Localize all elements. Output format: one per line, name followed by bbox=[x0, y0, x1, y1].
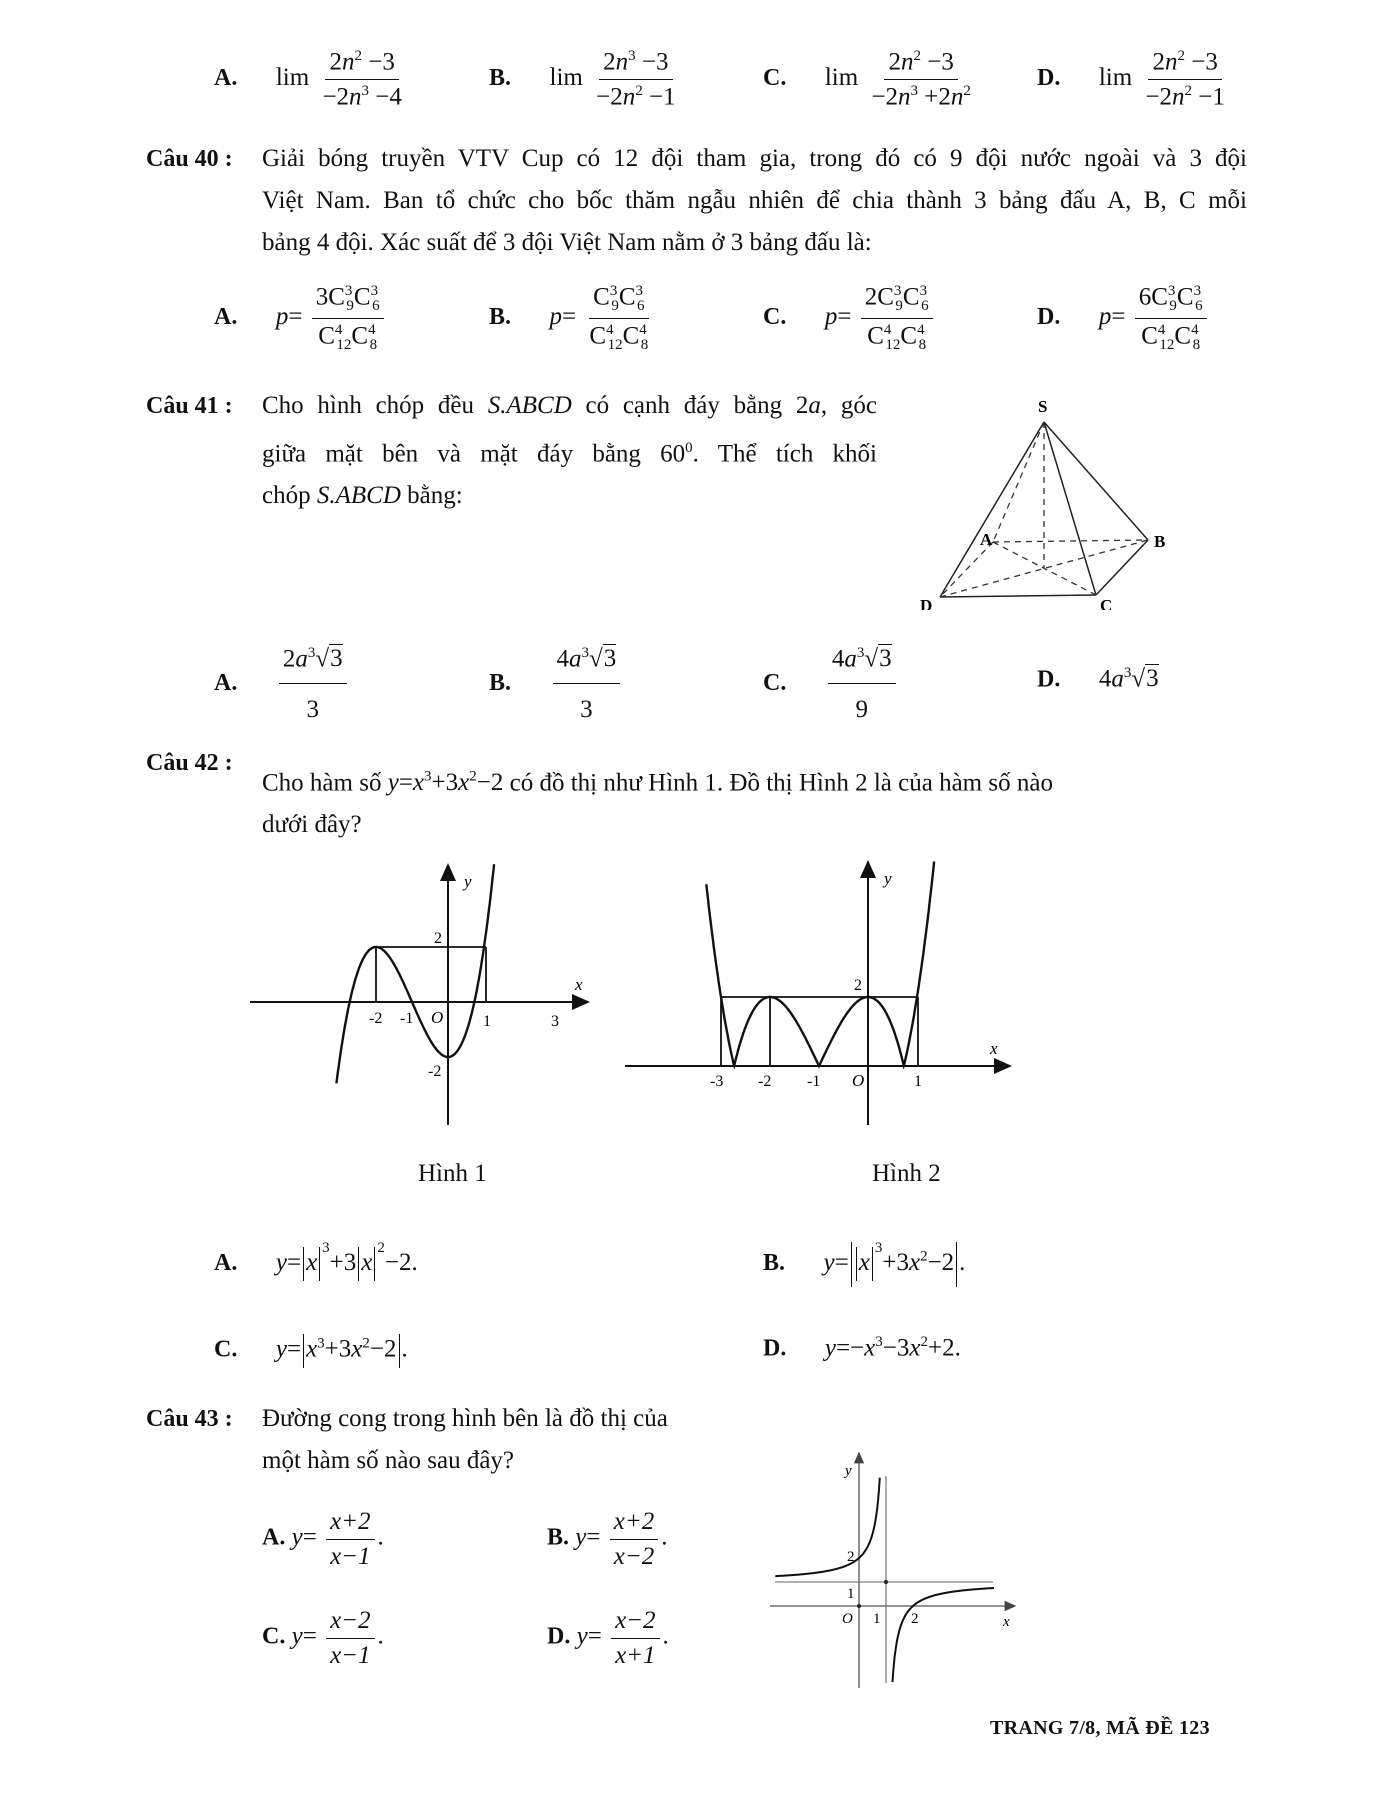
label-s: S bbox=[1038, 397, 1048, 416]
question-text: Giải bóng truyền VTV Cup có 12 đội tham gia, trong đó có 9 đội nước ngoài và 3 đội Việt Nam. Ban tổ chức cho bốc thăm ngẫu nhiên để chia thành 3 bảng đấu A, B, C mỗi bảng 4 đội. Xác suất để 3 đội Việt Nam nằm ở 3 bảng đấu là: bbox=[262, 145, 1247, 256]
fraction: $\frac{C^3_9C^3_6}{C^4_{12}C^4_8}$ bbox=[589, 283, 649, 354]
origin-point bbox=[857, 1604, 861, 1608]
edge-ab bbox=[993, 540, 1148, 542]
origin-label: O bbox=[852, 1071, 865, 1090]
edge-cb bbox=[1096, 540, 1148, 595]
question-label: Câu 43 : bbox=[146, 1406, 233, 1432]
option-letter: C. bbox=[763, 65, 787, 92]
q43-option-c[interactable]: C. y= $\frac{x-2}{x-1}$ . bbox=[262, 1607, 384, 1669]
q43-option-b[interactable]: B. y= $\frac{x+2}{x-2}$ . bbox=[547, 1508, 668, 1570]
option-letter: A. bbox=[214, 65, 238, 92]
edge-ad bbox=[940, 542, 993, 597]
q41-option-c[interactable]: C. $\frac{4a^3√3}{9}$ bbox=[763, 645, 899, 723]
tick-label: 1 bbox=[483, 1013, 491, 1030]
asymptote-intersection bbox=[884, 1580, 888, 1584]
edge-sd bbox=[940, 422, 1044, 597]
tick-label: -2 bbox=[428, 1063, 442, 1080]
edge-sa bbox=[993, 422, 1044, 542]
figure-2-graph bbox=[620, 860, 1020, 1130]
fraction: $\frac{2n^3 -3}{-2n^2 -1}$ bbox=[596, 48, 676, 111]
tick-label: 1 bbox=[914, 1073, 922, 1090]
q40-option-a[interactable]: A. p= $\frac{3C^3_9C^3_6}{C^4_{12}C^4_8}$ bbox=[214, 283, 387, 354]
label-d: D bbox=[920, 596, 933, 610]
abs-cubic-curve bbox=[706, 862, 934, 1067]
tick-label: 2 bbox=[434, 930, 442, 947]
page-footer: TRANG 7/8, MÃ ĐỀ 123 bbox=[990, 1717, 1210, 1739]
fraction: $\frac{x+2}{x-2}$ bbox=[610, 1508, 658, 1570]
question-label: Câu 41 : bbox=[146, 393, 233, 419]
fraction: $\frac{x+2}{x-1}$ bbox=[326, 1508, 374, 1570]
q40-option-c[interactable]: C. p= $\frac{2C^3_9C^3_6}{C^4_{12}C^4_8}$ bbox=[763, 283, 936, 354]
option-letter: D. bbox=[1037, 65, 1061, 92]
fraction: $\frac{2C^3_9C^3_6}{C^4_{12}C^4_8}$ bbox=[861, 283, 933, 354]
diag-ac bbox=[993, 542, 1096, 595]
tick-label: 2 bbox=[854, 977, 862, 994]
pyramid-figure bbox=[900, 385, 1180, 610]
edge-sb bbox=[1044, 422, 1148, 540]
figure-2-caption: Hình 2 bbox=[872, 1160, 941, 1187]
tick-label: -2 bbox=[369, 1010, 383, 1027]
fraction: $\frac{x-2}{x-1}$ bbox=[326, 1607, 374, 1669]
edge-sc bbox=[1044, 422, 1096, 595]
tick-label: 3 bbox=[551, 1013, 559, 1030]
origin-label: O bbox=[842, 1611, 853, 1627]
q39-option-c[interactable] bbox=[763, 48, 978, 111]
tick-label: -1 bbox=[807, 1073, 821, 1090]
fraction: $\frac{x-2}{x+1}$ bbox=[611, 1607, 659, 1669]
fraction: $\frac{6C^3_9C^3_6}{C^4_{12}C^4_8}$ bbox=[1135, 283, 1207, 354]
tick-label: 1 bbox=[873, 1611, 881, 1627]
figure-1-graph bbox=[245, 860, 595, 1130]
q41-option-d[interactable]: D. $4a^3√3$ bbox=[1037, 665, 1159, 693]
fraction: $\frac{2n^2 -3}{-2n^3 -4}$ bbox=[322, 48, 402, 111]
hyperbola-graph bbox=[765, 1448, 1020, 1688]
q40-option-b[interactable]: B. p= $\frac{C^3_9C^3_6}{C^4_{12}C^4_8}$ bbox=[489, 283, 655, 354]
q42-option-d[interactable]: D. $y=-x^3-3x^2+2$. bbox=[763, 1334, 961, 1362]
figure-1-caption: Hình 1 bbox=[418, 1160, 487, 1187]
q43-option-a[interactable]: A. y= $\frac{x+2}{x-1}$ . bbox=[262, 1508, 384, 1570]
option-letter: B. bbox=[489, 65, 512, 92]
q42-option-b[interactable]: B. $y= x^3+3x^2-2$ . bbox=[763, 1240, 965, 1287]
lim: lim bbox=[1098, 64, 1133, 92]
question-label: Câu 40 : bbox=[146, 146, 233, 172]
x-label: x bbox=[990, 1039, 998, 1058]
fraction: $\frac{4a^3√3}{3}$ bbox=[553, 645, 621, 723]
q39-option-b[interactable] bbox=[489, 48, 683, 111]
tick-label: 2 bbox=[847, 1549, 855, 1565]
lim: lim bbox=[549, 64, 583, 92]
cubic-curve bbox=[336, 864, 494, 1083]
x-label: x bbox=[1003, 1614, 1010, 1630]
hyperbola-left-branch bbox=[775, 1478, 880, 1576]
fraction: $\frac{2n^2 -3}{-2n^2 -1}$ bbox=[1145, 48, 1225, 111]
question-text: Cho hàm số $y=x^3+3x^2-2$ có đồ thị như Hình 1. Đồ thị Hình 2 là của hàm số nào dưới đây? bbox=[262, 769, 1053, 839]
y-label: y bbox=[884, 869, 892, 888]
tick-label: -1 bbox=[400, 1010, 414, 1027]
label-c: C bbox=[1100, 596, 1113, 610]
q42-option-a[interactable]: A. $y= x^3+3$ $x^2-2$. bbox=[214, 1240, 418, 1281]
tick-label: -2 bbox=[758, 1073, 772, 1090]
q39-option-d[interactable] bbox=[1037, 48, 1232, 111]
origin-label: O bbox=[431, 1008, 444, 1027]
tick-label: 1 bbox=[847, 1586, 855, 1602]
y-label: y bbox=[845, 1463, 852, 1479]
hyperbola-right-branch bbox=[893, 1588, 995, 1682]
fraction: $\frac{2n^2 -3}{-2n^3 +2n^2}$ bbox=[871, 48, 971, 111]
tick-label: -3 bbox=[710, 1073, 724, 1090]
q42-option-c[interactable]: C. $y= x^3+3x^2-2$ . bbox=[214, 1334, 408, 1368]
lim: lim bbox=[275, 64, 310, 92]
q43-option-d[interactable]: D. y= $\frac{x-2}{x+1}$ . bbox=[547, 1607, 669, 1669]
x-label: x bbox=[575, 975, 583, 994]
question-text: Cho hình chóp đều S.ABCD có cạnh đáy bằng 2a, góc giữa mặt bên và mặt đáy bằng $60^0$. Thể tích khối chóp S.ABCD bằng: bbox=[262, 392, 878, 510]
fraction: $\frac{3C^3_9C^3_6}{C^4_{12}C^4_8}$ bbox=[312, 283, 384, 354]
fraction: $\frac{2a^3√3}{3}$ bbox=[279, 645, 347, 723]
label-a: A bbox=[980, 530, 993, 549]
q41-option-a[interactable]: A. $\frac{2a^3√3}{3}$ bbox=[214, 645, 350, 723]
q39-option-a[interactable] bbox=[214, 48, 409, 111]
y-label: y bbox=[464, 872, 472, 891]
fraction: $\frac{4a^3√3}{9}$ bbox=[828, 645, 896, 723]
label-b: B bbox=[1154, 532, 1166, 551]
question-label: Câu 42 : bbox=[146, 750, 233, 776]
question-text: Đường cong trong hình bên là đồ thị của một hàm số nào sau đây? bbox=[262, 1405, 668, 1474]
lim: lim bbox=[824, 64, 859, 92]
q41-option-b[interactable]: B. $\frac{4a^3√3}{3}$ bbox=[489, 645, 623, 723]
q40-option-d[interactable]: D. p= $\frac{6C^3_9C^3_6}{C^4_{12}C^4_8}$ bbox=[1037, 283, 1210, 354]
tick-label: 2 bbox=[911, 1611, 919, 1627]
edge-dc bbox=[940, 595, 1096, 597]
